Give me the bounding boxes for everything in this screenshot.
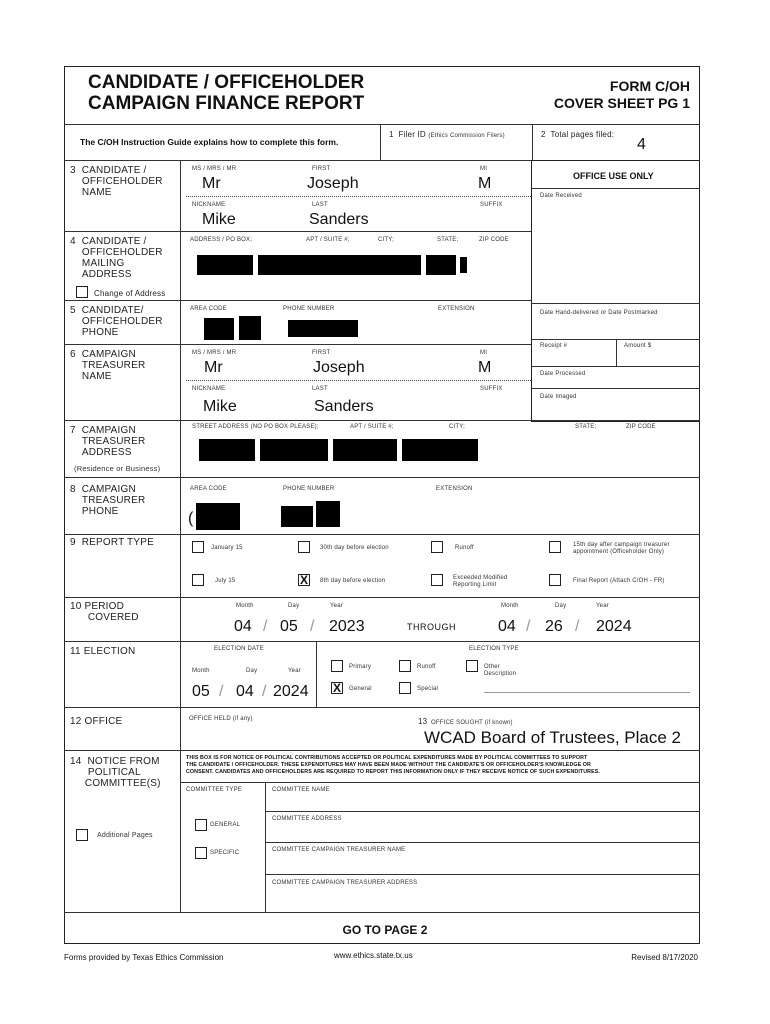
form-id-line-1: FORM C/OH (609, 78, 690, 94)
receipt-label: Receipt # (540, 343, 568, 349)
redacted-treasurer-address (199, 439, 255, 461)
footer-url[interactable]: www.ethics.state.tx.us (334, 951, 413, 960)
section-12-label: 12 OFFICE (70, 716, 123, 727)
candidate-nickname[interactable]: Mike (202, 211, 236, 228)
title-line-2: CAMPAIGN FINANCE REPORT (88, 93, 365, 114)
date-imaged-label: Date Imaged (540, 394, 577, 400)
office-sought-label: 13 OFFICE SOUGHT (if known) (418, 717, 513, 726)
instruction-text: The C/OH Instruction Guide explains how to complete this form. (80, 137, 339, 147)
redacted-phone (288, 320, 358, 337)
election-year[interactable]: 2024 (273, 683, 309, 700)
period-from-year[interactable]: 2023 (329, 618, 365, 635)
section-8-label: 8 CAMPAIGN TREASURER PHONE (70, 484, 146, 517)
period-to-month[interactable]: 04 (498, 618, 516, 635)
redacted-address (460, 257, 467, 273)
election-special-checkbox[interactable] (399, 682, 411, 694)
committee-general-checkbox[interactable] (195, 819, 207, 831)
report-january-15-checkbox[interactable] (192, 541, 204, 553)
section-5-label: 5 CANDIDATE/ OFFICEHOLDER PHONE (70, 305, 163, 338)
period-to-day[interactable]: 26 (545, 618, 563, 635)
additional-pages-checkbox[interactable] (76, 829, 88, 841)
office-sought-value[interactable]: WCAD Board of Trustees, Place 2 (424, 728, 681, 747)
footer-provided: Forms provided by Texas Ethics Commission (64, 953, 224, 962)
section-3-label: 3 CANDIDATE / OFFICEHOLDER NAME (70, 165, 163, 198)
redacted-phone (204, 318, 234, 340)
redacted-treasurer-phone (196, 503, 240, 530)
section-11-label: 11 ELECTION (70, 646, 136, 657)
report-july-15-checkbox[interactable] (192, 574, 204, 586)
redacted-phone (239, 316, 261, 340)
report-final-checkbox[interactable] (549, 574, 561, 586)
office-use-title: OFFICE USE ONLY (573, 171, 654, 181)
date-hand-label: Date Hand-delivered or Date Postmarked (540, 310, 658, 316)
treasurer-first-name[interactable]: Joseph (313, 359, 365, 376)
candidate-mi[interactable]: M (478, 175, 492, 192)
report-8th-day-checkbox[interactable]: X (299, 573, 308, 587)
amount-label: Amount $ (624, 343, 652, 349)
additional-pages-label: Additional Pages (97, 832, 153, 839)
redacted-treasurer-address (333, 439, 397, 461)
redacted-address (197, 255, 253, 275)
period-from-day[interactable]: 05 (280, 618, 298, 635)
total-pages-value[interactable]: 4 (637, 136, 646, 153)
redacted-treasurer-phone (281, 506, 313, 527)
section-6-label: 6 CAMPAIGN TREASURER NAME (70, 349, 146, 382)
form-title (88, 72, 364, 114)
date-received-label: Date Received (540, 193, 582, 199)
redacted-address (426, 255, 456, 275)
form-id (554, 78, 690, 112)
election-general-checkbox[interactable]: X (332, 681, 341, 695)
report-runoff-checkbox[interactable] (431, 541, 443, 553)
treasurer-mi[interactable]: M (478, 359, 492, 376)
total-pages-label: 2 Total pages filed: (541, 130, 615, 139)
filer-id-field[interactable]: 1 Filer ID (Ethics Commission Filers) (389, 130, 505, 139)
report-exceeded-checkbox[interactable] (431, 574, 443, 586)
date-processed-label: Date Processed (540, 371, 586, 377)
period-from-month[interactable]: 04 (234, 618, 252, 635)
treasurer-last-name[interactable]: Sanders (314, 398, 374, 415)
section-10-label: 10 PERIOD COVERED (70, 601, 139, 623)
candidate-last-name[interactable]: Sanders (309, 211, 369, 228)
election-primary-checkbox[interactable] (331, 660, 343, 672)
title-line-1: CANDIDATE / OFFICEHOLDER (88, 72, 365, 93)
go-to-page-2[interactable]: GO TO PAGE 2 (342, 923, 428, 937)
redacted-treasurer-address (402, 439, 478, 461)
form-id-line-2: COVER SHEET PG 1 (553, 95, 690, 111)
committee-specific-checkbox[interactable] (195, 847, 207, 859)
redacted-treasurer-phone (316, 501, 340, 527)
redacted-treasurer-address (260, 439, 328, 461)
election-day[interactable]: 04 (236, 683, 254, 700)
section-9-label: 9 REPORT TYPE (70, 537, 154, 548)
candidate-first-name[interactable]: Joseph (307, 175, 359, 192)
treasurer-nickname[interactable]: Mike (203, 398, 237, 415)
section-7-label: 7 CAMPAIGN TREASURER ADDRESS (70, 425, 146, 458)
election-runoff-checkbox[interactable] (399, 660, 411, 672)
report-30th-day-checkbox[interactable] (298, 541, 310, 553)
period-to-year[interactable]: 2024 (596, 618, 632, 635)
section-14-label: 14 NOTICE FROM POLITICAL COMMITTEE(S) (70, 756, 161, 789)
change-of-address-label: Change of Address (94, 289, 166, 298)
candidate-prefix[interactable]: Mr (202, 175, 221, 192)
election-other-checkbox[interactable] (466, 660, 478, 672)
change-of-address-checkbox[interactable] (76, 286, 88, 298)
divider (64, 124, 700, 125)
notice-text: THIS BOX IS FOR NOTICE OF POLITICAL CONTRIBUTIONS ACCEPTED OR POLITICAL EXPENDITURES MADE BY POLITICAL COMMITTEES TO SUPPORT THE CANDIDATE / OFFICEHOLDER. THESE EXPENDITURES MAY HAVE BEEN MADE WITHOUT THE CANDIDATE'S OR OFFICEHOLDER'S KNOWLEDGE OR CONSENT. CANDIDATES AND OFFICEHOLDERS ARE REQUIRED TO REPORT THIS INFORMATION ONLY IF THEY RECEIVE NOTICE OF SUCH EXPENDITURES. (186, 755, 600, 775)
treasurer-prefix[interactable]: Mr (204, 359, 223, 376)
section-4-label: 4 CANDIDATE / OFFICEHOLDER MAILING ADDRESS (70, 236, 163, 280)
through-label: THROUGH (407, 622, 456, 632)
footer-revised: Revised 8/17/2020 (631, 953, 698, 962)
redacted-address (258, 255, 421, 275)
election-month[interactable]: 05 (192, 683, 210, 700)
report-15th-day-checkbox[interactable] (549, 541, 561, 553)
